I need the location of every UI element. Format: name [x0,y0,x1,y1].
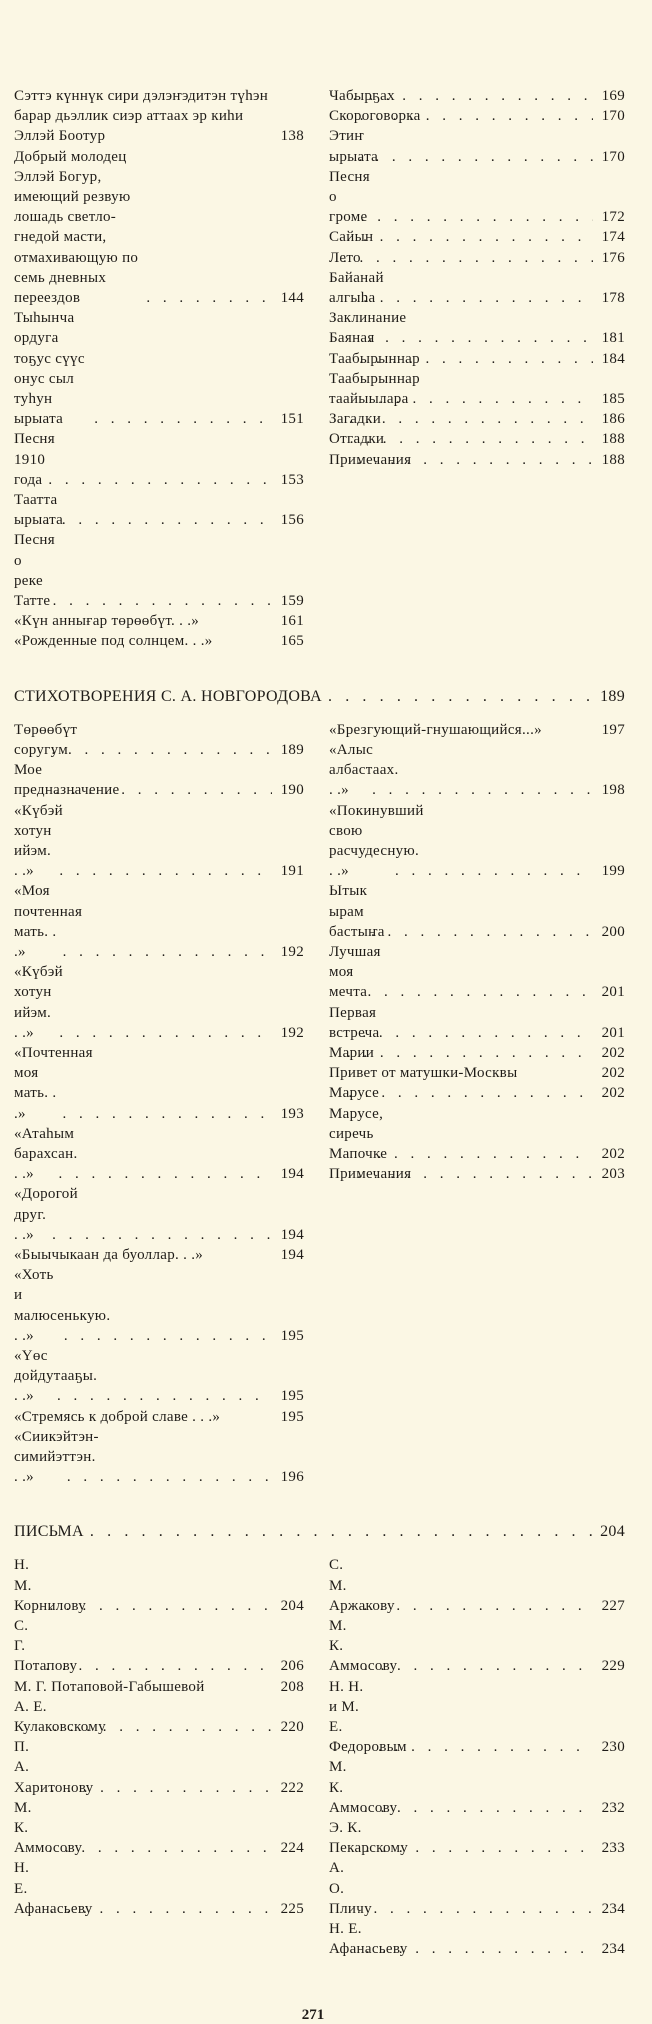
toc-entry-title: Песня 1910 года [14,431,55,488]
leader-dots [41,1656,272,1676]
toc-entry-page: 232 [601,1799,625,1816]
toc-entry-page: 201 [601,984,625,1001]
toc-entry-page: 230 [601,1739,625,1756]
section-heading-title: ПИСЬМА [14,1523,84,1541]
leader-dots [353,450,593,470]
page-number: 271 [301,2007,325,2024]
toc-entry-page: 189 [280,741,304,758]
toc-entry [14,1124,304,1185]
toc-entry-page: 195 [280,1408,304,1425]
toc-entry-page: 192 [280,1024,304,1041]
toc-entry [329,740,625,801]
toc-entry [329,1003,625,1043]
toc-entry-title: М. К. Аммосову [329,1759,398,1816]
toc-entry [14,1677,304,1697]
toc-entry-page: 153 [280,471,304,488]
leader-dots [362,1939,593,1959]
toc-entry-title: Скороговорка [329,108,421,125]
leader-dots [53,1386,272,1406]
toc-entry-title: Заклинание Баяная [329,310,407,347]
toc-entry [329,450,625,470]
toc-section-epics [14,86,625,652]
toc-entry [14,530,304,611]
toc-entry [329,1616,625,1677]
toc-entry-title: Тыһынча ордуга тоҕус сүүс онус сыл туһун ырыата [14,310,85,428]
leader-dots [367,922,593,942]
toc-entry [329,1677,625,1758]
toc-entry-page: 188 [601,451,625,468]
toc-entry [14,1346,304,1407]
toc-entry-title: Байанай алгыһа [329,269,384,307]
leader-dots [51,780,272,800]
toc-entry-page: 176 [601,249,625,266]
leader-dots [55,861,272,881]
toc-entry-page: 229 [601,1658,625,1675]
toc-entry-page: 151 [280,411,304,428]
toc-entry [14,1858,304,1919]
toc-entry [329,1164,625,1184]
toc-columns [14,86,625,652]
toc-entry [329,801,625,882]
leader-dots [345,409,593,429]
leader-dots [59,942,272,962]
leader-dots [54,1164,272,1184]
toc-column-section2-right [329,720,625,1185]
toc-entry-title: «Покинувший свою расчудесную. . .» [329,802,424,880]
toc-entry-page: 186 [601,411,625,428]
toc-entry-page: 222 [280,1779,304,1796]
toc-entry-title: «Күбэй хотун ийэм. . .» [14,964,63,1041]
toc-entry [329,1818,625,1858]
toc-entry-page: 202 [601,1065,625,1082]
toc-entry-title: Песня о реке Татте [14,532,55,610]
toc-entry [329,369,625,409]
toc-entry [329,881,625,942]
toc-entry [14,801,304,882]
toc-entry-title: «Стремясь к доброй славе . . .» [14,1408,221,1425]
toc-entry-page: 178 [601,290,625,307]
toc-entry-page: 194 [280,1166,304,1183]
leader-dots [84,1521,594,1543]
leader-dots [374,1737,593,1757]
toc-entry-title: Н. Н. и М. Е. Федоровым [329,1678,407,1756]
leader-dots [41,510,272,530]
toc-entry-page: 203 [601,1166,625,1183]
toc-entry-title: С. Г. Потапову [14,1618,78,1675]
toc-entry-page: 190 [280,782,304,799]
leader-dots [373,1144,593,1164]
toc-entry-page: 208 [280,1678,304,1695]
toc-entry [14,1043,304,1124]
leader-dots [358,1023,593,1043]
toc-entry-page: 174 [601,229,625,246]
toc-entry-page: 185 [601,391,625,408]
toc-entry-page: 202 [601,1044,625,1061]
toc-entry-page: 225 [280,1900,304,1917]
toc-entry-title: Таабырыннар таайыылара [329,370,420,408]
toc-entry [14,86,304,147]
toc-entry-page: 227 [601,1597,625,1614]
toc-entry-title: «Рожденные под солнцем. . .» [14,633,213,650]
toc-entry-title: Примечания [329,451,412,468]
toc-entry [14,720,304,760]
leader-dots [48,1225,272,1245]
toc-entry [329,409,625,429]
toc-entry [14,760,304,800]
toc-entry-title: М. К. Аммосову [14,1799,83,1857]
section-heading-page: 189 [600,687,625,705]
toc-entry-title: Ытык ырам бастыҥа [329,883,385,940]
toc-entry [329,248,625,268]
leader-dots [353,1899,593,1919]
section-heading-title: СТИХОТВОРЕНИЯ С. А. НОВГОРОДОВА [14,687,323,705]
leader-dots [339,248,593,268]
leader-dots [376,389,593,409]
toc-column-section1-right [329,86,625,470]
toc-entry [329,1919,625,1959]
toc-entry [329,1104,625,1165]
section-heading-poems [14,686,625,708]
toc-entry-title: Загадки [329,411,382,428]
toc-entry-title: Добрый молодец Эллэй Богур, имеющий резвую лошадь светло-гнедой масти, отмахивающую по семь дневных переездов [14,148,139,307]
toc-columns [14,720,625,1488]
toc-entry-page: 198 [601,782,625,799]
toc-entry-title: Примечания [329,1166,412,1183]
toc-entry [329,1043,625,1063]
toc-entry [329,106,625,126]
toc-entry-title: «Сиикэйтэн-симийэттэн. . .» [14,1428,99,1486]
toc-entry-page: 193 [280,1105,304,1122]
toc-entry-page: 184 [601,350,625,367]
toc-entry [329,227,625,247]
toc-entry [329,1555,625,1616]
leader-dots [63,1467,272,1487]
leader-dots [90,409,272,429]
toc-entry-page: 170 [601,108,625,125]
toc-entry-page: 195 [280,1388,304,1405]
leader-dots [343,227,593,247]
toc-entry-title: Таатта ырыата [14,492,64,529]
toc-entry-title: Лето [329,249,361,266]
toc-entry [14,1798,304,1859]
toc-entry [14,962,304,1043]
toc-entry-page: 220 [280,1719,304,1736]
toc-entry [329,86,625,106]
toc-entry-title: Лучшая моя мечта [329,943,381,1001]
toc-entry-title: «Моя почтенная мать. . .» [14,883,83,960]
toc-entry-page: 197 [601,721,625,738]
leader-dots [360,1798,593,1818]
toc-entry-title: М. Г. Потаповой-Габышевой [14,1678,205,1695]
toc-entry [14,611,304,631]
toc-entry-title: А. Е. Кулаковскому [14,1698,106,1736]
toc-entry [14,1697,304,1737]
leader-dots [356,106,593,126]
leader-dots [58,1104,272,1124]
toc-entry [14,1245,304,1265]
toc-entry-title: Н. Е. Афанасьеву [329,1921,408,1958]
toc-entry-page: 138 [280,128,304,145]
toc-entry-title: М. К. Аммосову [329,1618,398,1675]
leader-dots [349,86,593,106]
toc-entry-page: 202 [601,1085,625,1102]
toc-entry [329,942,625,1003]
leader-dots [45,1596,272,1616]
toc-entry-page: 204 [280,1597,304,1614]
toc-entry-title: Песня о громе [329,168,370,226]
toc-entry [329,349,625,369]
toc-entry [14,631,304,651]
toc-entry-title: С. М. Аржакову [329,1557,395,1614]
toc-entry-title: «Хоть и малюсенькую. . .» [14,1267,111,1344]
toc-entry [329,126,625,166]
toc-entry-title: Этиҥ ырыата [329,128,379,165]
toc-entry-page: 194 [280,1226,304,1243]
leader-dots [322,686,594,708]
toc-entry [14,1737,304,1798]
leader-dots [360,1656,593,1676]
toc-entry-title: Чабырҕах [329,88,395,104]
toc-entry-page: 206 [280,1658,304,1675]
leader-dots [47,740,272,760]
toc-entry-title: Привет от матушки-Москвы [329,1065,518,1082]
toc-column-section3-left [14,1555,304,1919]
toc-entry [329,720,625,740]
toc-entry-title: П. А. Харитонову [14,1739,94,1796]
toc-entry-title: Мое предназначение [14,762,120,799]
toc-entry-page: 201 [601,1024,625,1041]
toc-entry [329,429,625,449]
toc-entry-page: 194 [280,1246,304,1263]
leader-dots [343,1043,593,1063]
toc-entry-title: Сайын [329,229,374,246]
toc-column-section1-left [14,86,304,652]
toc-entry-page: 234 [601,1900,625,1917]
toc-entry-title: «Атаһым барахсан. . .» [14,1125,78,1183]
toc-entry-title: Таабырыннар [329,350,420,367]
toc-entry [14,1407,304,1427]
toc-entry-title: Отгадки [329,431,385,448]
section-heading-letters [14,1521,625,1543]
leader-dots [55,1023,272,1043]
toc-entry-title: А. О. Пличу [329,1860,372,1917]
toc-entry [329,308,625,348]
leader-dots [357,207,593,227]
leader-dots [46,1899,272,1919]
toc-entry-page: 191 [280,863,304,880]
toc-entry-page: 196 [280,1469,304,1486]
leader-dots [355,147,593,167]
leader-dots [365,328,593,348]
toc-entry [329,1063,625,1083]
toc-entry-title: «Күн аннығар төрөөбүт. . .» [14,613,200,630]
leader-dots [391,861,593,881]
toc-entry [329,167,625,228]
leader-dots [368,780,593,800]
toc-entry [14,1555,304,1616]
toc-entry-title: «Үөс дойдутааҕы. . .» [14,1347,98,1405]
toc-columns [14,1555,625,1959]
toc-entry-title: «Алыс албастаах. . .» [329,741,399,799]
toc-entry [329,1858,625,1919]
toc-entry [14,490,304,530]
leader-dots [359,288,593,308]
toc-entry-page: 200 [601,923,625,940]
leader-dots [353,1164,593,1184]
toc-entry-title: «Брезгующий-гнушающийся...» [329,721,542,738]
leader-dots [142,288,272,308]
toc-entry-title: «Быычыкаан да буоллар. . .» [14,1246,204,1263]
toc-entry [329,1757,625,1818]
leader-dots [44,470,272,490]
toc-entry [14,881,304,962]
toc-entry [329,268,625,308]
toc-entry-page: 165 [280,633,304,650]
toc-entry-page: 161 [280,613,304,630]
leader-dots [359,1596,593,1616]
toc-entry-page: 159 [280,593,304,610]
toc-entry-page: 234 [601,1941,625,1958]
leader-dots [60,1326,272,1346]
toc-entry-page: 188 [601,431,625,448]
toc-entry-title: «Почтенная моя мать. . .» [14,1044,93,1122]
section-heading-page: 204 [600,1523,625,1541]
toc-entry [14,147,304,309]
toc-entry [14,1184,304,1245]
toc-entry-page: 156 [280,512,304,529]
toc-entry-page: 170 [601,148,625,165]
toc-section-letters [14,1521,625,1959]
toc-section-poems [14,686,625,1488]
leader-dots [49,591,272,611]
toc-entry-page: 199 [601,863,625,880]
toc-entry-title: Төрөөбүт соругум [14,721,78,758]
toc-entry-title: Марусе [329,1085,380,1102]
toc-entry [14,1265,304,1346]
toc-entry-page: 181 [601,330,625,347]
toc-entry-title: Н. Е. Афанасьеву [14,1860,93,1917]
toc-entry-title: Марусе, сиречь Мапочке [329,1105,388,1162]
toc-column-section2-left [14,720,304,1488]
toc-entry-title: «Дорогой друг. . .» [14,1186,78,1243]
toc-entry [14,1427,304,1488]
toc-entry-title: «Күбэй хотун ийэм. . .» [14,802,63,880]
leader-dots [44,1838,272,1858]
toc-entry [14,429,304,490]
toc-column-section3-right [329,1555,625,1959]
toc-entry-page: 202 [601,1145,625,1162]
toc-entry-page: 233 [601,1840,625,1857]
toc-entry-page: 144 [280,290,304,307]
leader-dots [47,1778,272,1798]
leader-dots [356,349,593,369]
toc-entry [14,1616,304,1677]
toc-entry [329,1083,625,1103]
toc-entry-title: Н. М. Корнилову [14,1557,87,1614]
leader-dots [364,982,593,1002]
toc-entry-title: Первая встреча [329,1004,380,1041]
leader-dots [344,1083,593,1103]
toc-entry-page: 192 [280,943,304,960]
leader-dots [49,1717,272,1737]
toc-entry-title: Э. К. Пекарскому [329,1820,409,1857]
toc-entry-title: Сэттэ күннүк сири дэлэҥэдитэн түһэн барар дьэллик сиэр аттаах эр киһи Эллэй Боотур [14,88,269,145]
toc-entry-page: 224 [280,1840,304,1857]
leader-dots [362,1838,593,1858]
leader-dots [346,429,593,449]
toc-entry-page: 195 [280,1327,304,1344]
toc-entry-page: 169 [601,88,625,104]
toc-entry-page: 172 [601,209,625,226]
toc-entry [14,308,304,429]
toc-entry-title: Марии [329,1044,375,1061]
